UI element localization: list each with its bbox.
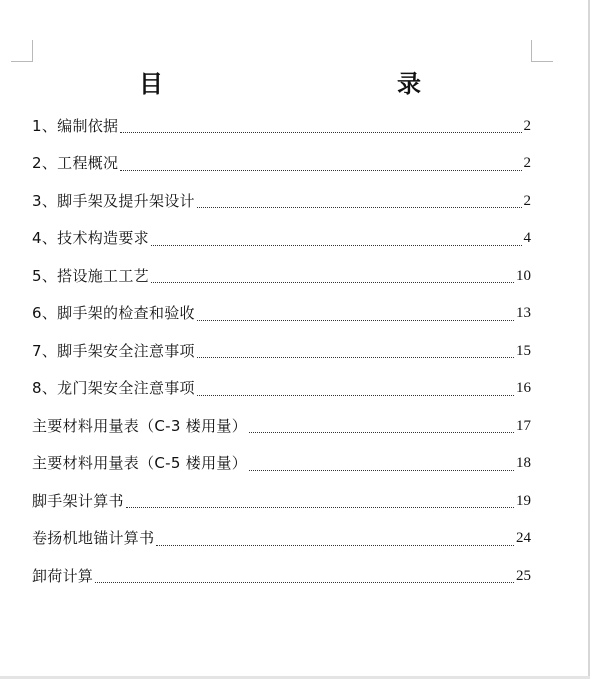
- toc-entry[interactable]: [32, 407, 531, 445]
- toc-entry-page: 2: [523, 155, 531, 172]
- toc-entry[interactable]: [32, 332, 531, 370]
- toc-entry-page: 17: [516, 417, 531, 434]
- toc-entry[interactable]: [32, 295, 531, 333]
- crop-mark-top-right: [531, 61, 553, 62]
- toc-entry-label: 主要材料用量表（C-5 楼用量）: [32, 454, 247, 473]
- toc-entry-label: 主要材料用量表（C-3 楼用量）: [32, 416, 247, 435]
- toc-dot-leader: [151, 225, 522, 246]
- toc-entry[interactable]: [32, 145, 531, 183]
- toc-dot-leader: [197, 300, 514, 321]
- toc-entry-page: 10: [516, 267, 531, 284]
- toc-dot-leader: [151, 262, 514, 283]
- toc-entry-label: 7、脚手架安全注意事项: [32, 341, 195, 360]
- crop-mark-top-right: [531, 40, 532, 62]
- toc-entry-label: 4、技术构造要求: [32, 229, 149, 248]
- toc-entry-label: 卷扬机地锚计算书: [32, 529, 155, 548]
- table-of-contents: [32, 107, 531, 595]
- toc-entry[interactable]: [32, 370, 531, 408]
- toc-title: 目 录: [139, 70, 483, 98]
- toc-entry[interactable]: [32, 257, 531, 295]
- toc-dot-leader: [120, 112, 521, 133]
- toc-entry-page: 4: [523, 230, 531, 247]
- crop-mark-top-left: [32, 40, 33, 62]
- toc-entry-page: 13: [516, 305, 531, 322]
- toc-dot-leader: [120, 150, 521, 171]
- toc-entry[interactable]: [32, 445, 531, 483]
- toc-entry-label: 3、脚手架及提升架设计: [32, 191, 195, 210]
- toc-entry-page: 16: [516, 380, 531, 397]
- toc-entry[interactable]: [32, 107, 531, 145]
- toc-entry[interactable]: [32, 557, 531, 595]
- toc-dot-leader: [126, 487, 514, 508]
- toc-entry-page: 2: [523, 117, 531, 134]
- toc-entry-page: 2: [523, 192, 531, 209]
- toc-dot-leader: [249, 450, 514, 471]
- toc-entry-page: 15: [516, 342, 531, 359]
- toc-entry-label: 5、搭设施工工艺: [32, 266, 149, 285]
- toc-entry[interactable]: [32, 182, 531, 220]
- toc-entry-label: 脚手架计算书: [32, 491, 124, 510]
- toc-dot-leader: [197, 375, 514, 396]
- toc-dot-leader: [197, 337, 514, 358]
- toc-entry-page: 19: [516, 492, 531, 509]
- toc-entry[interactable]: [32, 520, 531, 558]
- toc-dot-leader: [95, 562, 514, 583]
- toc-entry-page: 24: [516, 530, 531, 547]
- crop-mark-top-left: [11, 61, 33, 62]
- toc-entry-label: 6、脚手架的检查和验收: [32, 304, 195, 323]
- toc-entry-label: 1、编制依据: [32, 116, 119, 135]
- toc-entry-page: 18: [516, 455, 531, 472]
- toc-entry-label: 8、龙门架安全注意事项: [32, 379, 195, 398]
- toc-entry-page: 25: [516, 567, 531, 584]
- toc-dot-leader: [197, 187, 522, 208]
- toc-entry[interactable]: [32, 220, 531, 258]
- toc-entry[interactable]: [32, 482, 531, 520]
- toc-dot-leader: [249, 412, 514, 433]
- toc-dot-leader: [156, 525, 514, 546]
- toc-entry-label: 2、工程概况: [32, 154, 119, 173]
- toc-entry-label: 卸荷计算: [32, 566, 94, 585]
